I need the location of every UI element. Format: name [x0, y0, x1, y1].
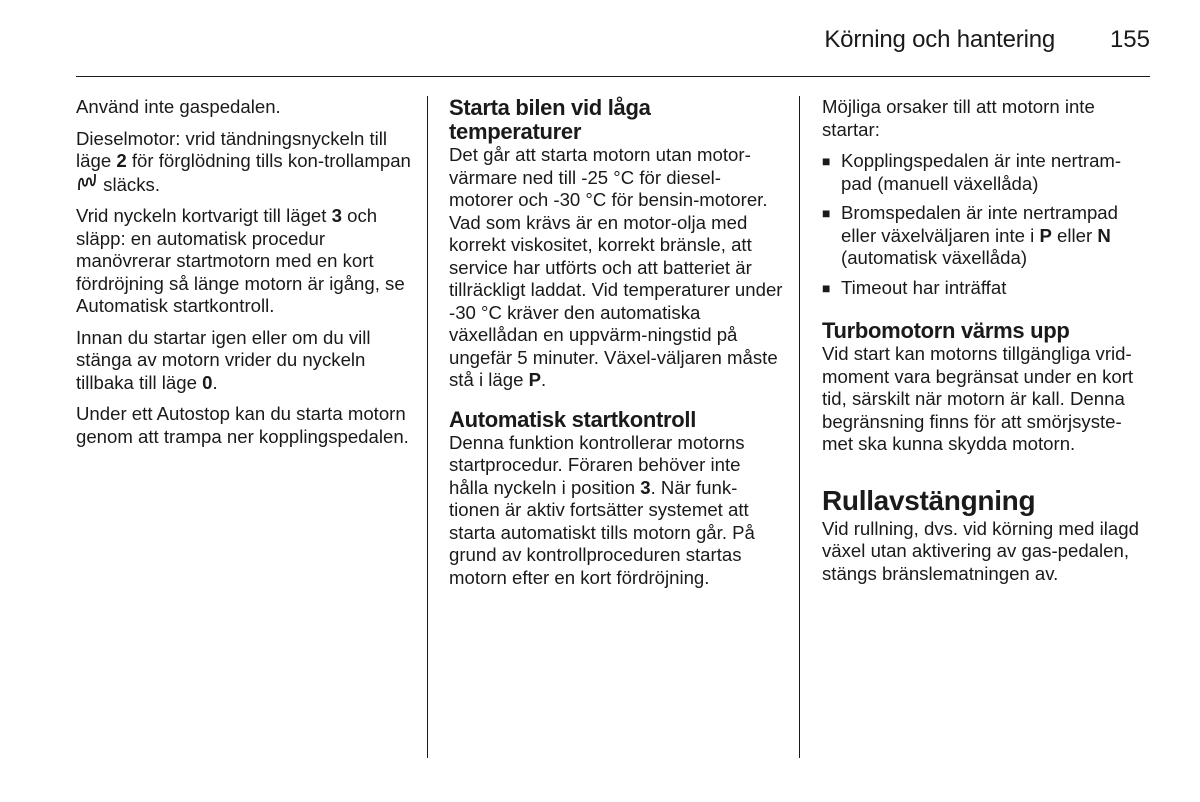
- text: . När funk-tionen är aktiv fortsätter systemet att starta automatiskt tills motorn går. På grund av kontrollproceduren startas motorn efter en kort fördröjning.: [449, 476, 755, 588]
- text: eller: [1051, 224, 1098, 246]
- text: .: [541, 369, 547, 390]
- text: Bromspedalen är inte nertrampad eller växelväljaren inte i: [841, 202, 1118, 246]
- list-item: [822, 202, 1152, 270]
- paragraph-restart: [76, 327, 411, 395]
- key-position: 3: [640, 476, 651, 498]
- column-3: [822, 96, 1152, 594]
- paragraph-gas-pedal: Använd inte gaspedalen.: [76, 96, 281, 117]
- gear-position: P: [528, 369, 541, 390]
- text: Det går att starta motorn utan motor-värmare ned till -25 °C för diesel-motorer och -30 °C för bensin-motorer. Vad som krävs är en motor-olja med korrekt viskositet, korrekt bränsle, att service har utförts och att batteriet är tillräckligt laddat. Vid temperaturer under -30 °C kräver den automatiska växellådan en uppvärm-ningstid på ungefär 5 minuter. Växel-väljaren måste stå i läge: [449, 144, 783, 390]
- gear-position: N: [1097, 224, 1111, 246]
- paragraph-diesel: [76, 128, 411, 197]
- paragraph-turbo-warmup: Vid start kan motorns tillgängliga vrid-moment vara begränsat under en kort tid, särskilt när motorn är kall. Denna begränsning finns för att smörjsyste-met ska kunna skydda motorn.: [822, 343, 1134, 454]
- text: Kopplingspedalen är inte nertram-pad (manuell växellåda): [841, 150, 1122, 194]
- paragraph-auto-start-control: [449, 432, 784, 590]
- text: .: [212, 371, 218, 393]
- key-position: 3: [331, 205, 342, 226]
- heading-low-temperature: Starta bilen vid låga temperaturer: [449, 95, 651, 144]
- column-2: [449, 96, 784, 598]
- gear-position: P: [1039, 224, 1052, 246]
- key-position: 0: [202, 371, 213, 393]
- square-bullet: ■: [822, 279, 831, 296]
- text: Innan du startar igen eller om du vill stänga av motorn vrider du nyckeln tillbaka till läge: [76, 326, 371, 393]
- text: Dieselmotor: vrid tändningsnyckeln till läge: [76, 127, 388, 171]
- paragraph-key-3: [76, 205, 411, 318]
- paragraph-low-temperature: [449, 144, 784, 392]
- page-header: [76, 0, 1150, 77]
- glow-plug-icon: [76, 173, 98, 197]
- heading-auto-start-control: Automatisk startkontroll: [449, 406, 697, 432]
- text: Vrid nyckeln kortvarigt till läget: [76, 205, 332, 226]
- square-bullet: ■: [822, 153, 831, 169]
- text: Denna funktion kontrollerar motorns startprocedur. Föraren behöver inte hålla nyckeln i position: [449, 431, 745, 498]
- heading-overrun-cutoff: Rullavstängning: [822, 484, 1036, 516]
- causes-list: [822, 150, 1152, 299]
- paragraph-autostop: Under ett Autostop kan du starta motorn genom att trampa ner kopplingspedalen.: [76, 403, 409, 447]
- page-number: 155: [1109, 26, 1150, 53]
- text: för förglödning tills kon-trollampan: [126, 150, 411, 171]
- key-position: 2: [116, 150, 127, 171]
- text: (automatisk växellåda): [841, 247, 1028, 268]
- column-divider-right: [799, 96, 800, 758]
- paragraph-overrun-cutoff: Vid rullning, dvs. vid körning med ilagd växel utan aktivering av gas-pedalen, stängs bränslematningen av.: [822, 517, 1139, 584]
- text: släcks.: [98, 173, 160, 195]
- square-bullet: ■: [822, 205, 831, 221]
- list-item: [822, 277, 1152, 300]
- chapter-title: Körning och hantering: [824, 26, 1055, 53]
- list-item: [822, 150, 1152, 195]
- column-divider-left: [427, 96, 428, 758]
- column-1: [76, 96, 411, 457]
- paragraph-possible-causes: Möjliga orsaker till att motorn inte startar:: [822, 96, 1095, 140]
- text: Timeout har inträffat: [841, 276, 1007, 298]
- text: och släpp: en automatisk procedur manövrerar startmotorn med en kort fördröjning så länge motorn är igång, se Automatisk startkontroll.: [76, 205, 405, 316]
- heading-turbo-warmup: Turbomotorn värms upp: [822, 318, 1070, 343]
